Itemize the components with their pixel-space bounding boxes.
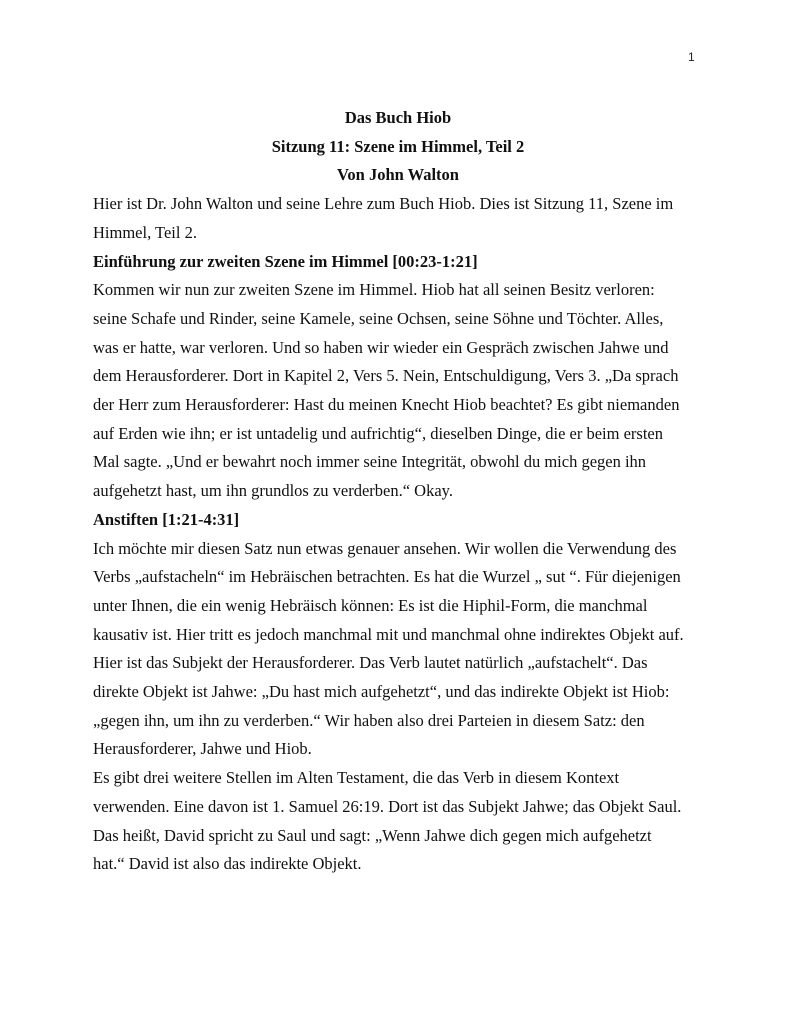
section-heading-intro: Einführung zur zweiten Szene im Himmel [00:23-1:21] [93,251,478,271]
text-line: dem Herausforderer. Dort in Kapitel 2, Vers 5. Nein, Entschuldigung, Vers 3. „Da sprach [93,366,679,386]
session-title: Sitzung 11: Szene im Himmel, Teil 2 [271,136,525,156]
text-line: Himmel, Teil 2. [93,222,197,242]
text-line: aufgehetzt hast, um ihn grundlos zu verderben.“ Okay. [93,481,453,501]
text-line: Es gibt drei weitere Stellen im Alten Testament, die das Verb in diesem Kontext [93,768,620,788]
text-line: direkte Objekt ist Jahwe: „Du hast mich aufgehetzt“, und das indirekte Objekt ist Hiob: [93,682,670,702]
text-line: Hier ist das Subjekt der Herausforderer. Das Verb lautet natürlich „aufstachelt“. Das [93,653,648,673]
text-line: seine Schafe und Rinder, seine Kamele, seine Ochsen, seine Söhne und Töchter. Alles, [93,308,664,328]
text-line: Das heißt, David spricht zu Saul und sagt: „Wenn Jahwe dich gegen mich aufgehetzt [93,825,652,845]
section-paragraph-intro [93,276,703,506]
text-line: kausativ ist. Hier tritt es jedoch manchmal mit und manchmal ohne indirektes Objekt auf. [93,624,684,644]
section-paragraph-samuel [93,764,703,879]
document-title: Das Buch Hiob [344,108,452,127]
text-line: „gegen ihn, um ihn zu verderben.“ Wir haben also drei Parteien in diesem Satz: den [93,710,645,730]
author-line: Von John Walton [337,165,459,185]
text-line: Kommen wir nun zur zweiten Szene im Himmel. Hiob hat all seinen Besitz verloren: [93,280,655,300]
section-heading-anstiften: Anstiften [1:21-4:31] [93,509,240,529]
text-line: Verbs „aufstacheln“ im Hebräischen betrachten. Es hat die Wurzel „ sut “. Für diejenigen [93,567,681,587]
text-line: was er hatte, war verloren. Und so haben wir wieder ein Gespräch zwischen Jahwe und [93,337,669,357]
text-line: Herausforderer, Jahwe und Hiob. [93,739,312,759]
page-number: 1 [688,50,695,64]
section-paragraph-anstiften [93,535,703,765]
text-line: Ich möchte mir diesen Satz nun etwas genauer ansehen. Wir wollen die Verwendung des [93,538,677,558]
text-line: auf Erden wie ihn; er ist untadelig und aufrichtig“, dieselben Dinge, die er beim ersten [93,423,663,443]
text-line: der Herr zum Herausforderer: Hast du meinen Knecht Hiob beachtet? Es gibt niemanden [93,395,680,415]
text-line: Mal sagte. „Und er bewahrt noch immer seine Integrität, obwohl du mich gegen ihn [93,452,647,472]
text-line: unter Ihnen, die ein wenig Hebräisch können: Es ist die Hiphil-Form, die manchmal [93,595,648,615]
text-line: Hier ist Dr. John Walton und seine Lehre zum Buch Hiob. Dies ist Sitzung 11, Szene im [93,194,674,214]
text-line: hat.“ David ist also das indirekte Objekt. [93,854,362,874]
intro-paragraph [93,190,703,247]
text-line: verwenden. Eine davon ist 1. Samuel 26:19. Dort ist das Subjekt Jahwe; das Objekt Saul. [93,796,682,816]
document-body [93,104,703,879]
